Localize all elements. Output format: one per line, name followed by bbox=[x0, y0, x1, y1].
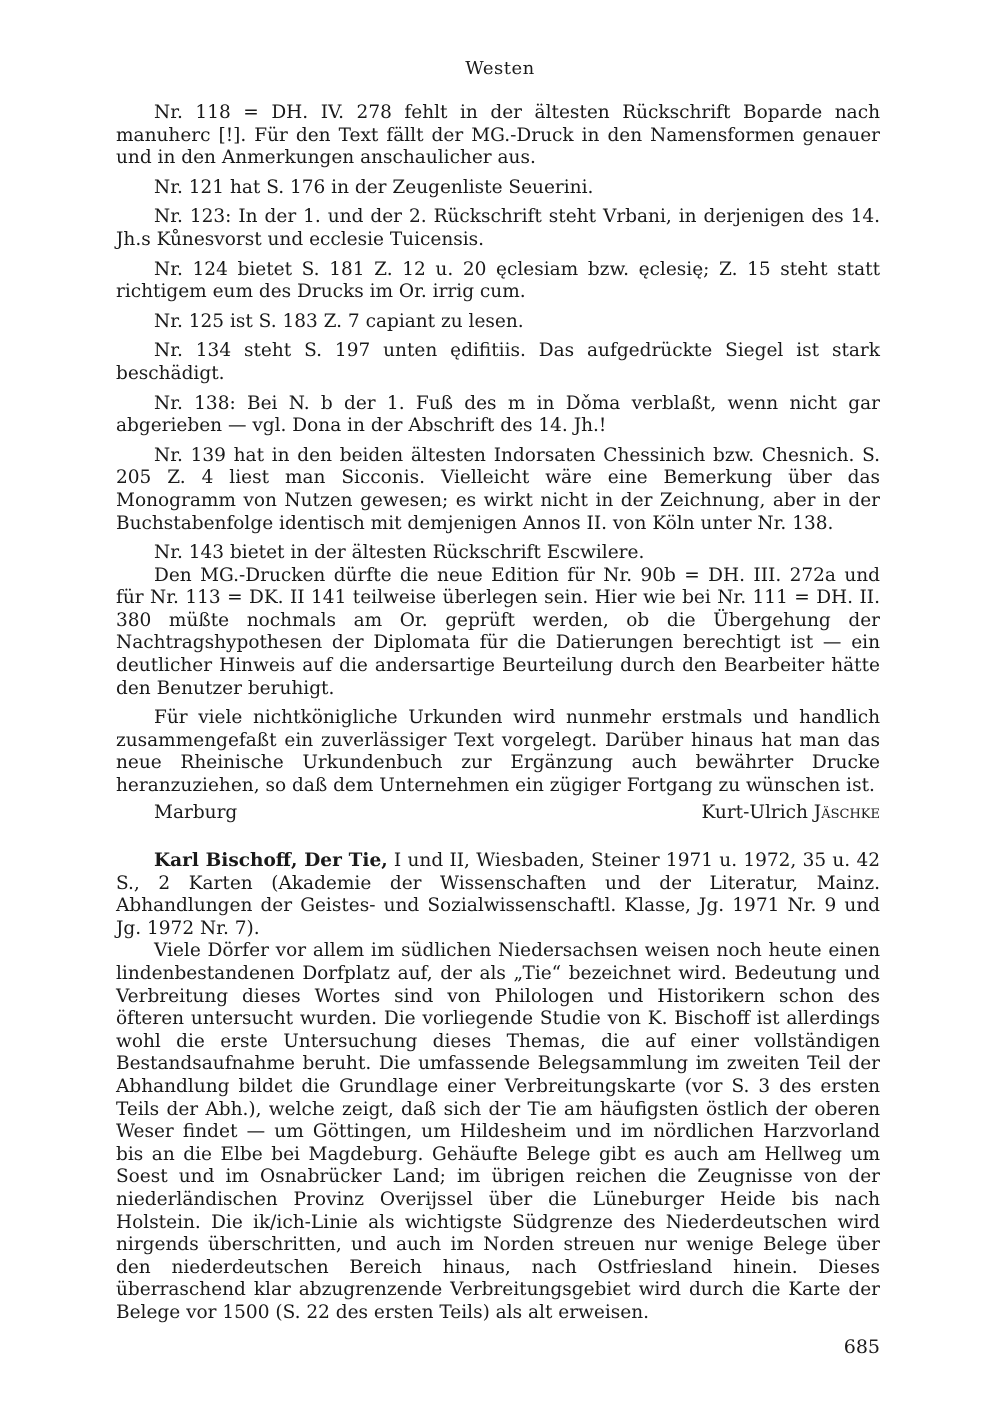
signature-line bbox=[116, 802, 880, 825]
reviewer-name bbox=[702, 802, 881, 825]
closing-paragraph: Für viele nichtkönigliche Urkunden wird nunmehr erstmals und handlich zusammengefaßt ein zuverlässiger Text vorgelegt. Darüber hinaus hat man das neue Rheinische Urkundenbuch zur Ergänzung auch bewährter Drucke heranzuziehen, so daß dem Unternehmen ein zügiger Fortgang zu wünschen ist. bbox=[116, 707, 880, 797]
note-paragraph: Nr. 121 hat S. 176 in der Zeugenliste Seuerini. bbox=[154, 176, 594, 198]
review-heading bbox=[116, 850, 880, 940]
review-section bbox=[116, 850, 880, 1324]
reviewer-first-name: Kurt-Ulrich bbox=[701, 801, 814, 823]
note-paragraph: Nr. 123: In der 1. und der 2. Rückschrift steht Vrbani, in derjenigen des 14. Jh.s Kůnesvorst und ecclesie Tuicensis. bbox=[116, 206, 880, 250]
note-paragraph: Nr. 124 bietet S. 181 Z. 12 u. 20 ęclesiam bzw. ęclesię; Z. 15 steht statt richtigem eum des Drucks im Or. irrig cum. bbox=[116, 258, 880, 303]
note-paragraph: Nr. 143 bietet in der ältesten Rückschrift Escwilere. bbox=[154, 542, 645, 564]
body-paragraph: Den MG.-Drucken dürfte die neue Edition für Nr. 90b = DH. III. 272a und für Nr. 113 = DK. II 141 teilweise überlegen sein. Hier wie bei Nr. 111 = DH. II. 380 müßte nochmals am Or. geprüft werden, ob die Übergehung der Nachtragshypothesen der Diplomata für die Datierungen berechtigt ist — ein deutlicher Hinweis auf die andersartige Beurteilung durch den Bearbeiter hätte den Benutzer beruhigt. bbox=[116, 564, 880, 699]
reviewer-surname: Jäschke bbox=[813, 801, 880, 823]
page-number: 685 bbox=[843, 1336, 880, 1358]
note-paragraph: Nr. 118 = DH. IV. 278 fehlt in der ältesten Rückschrift Boparde nach manuherc [!]. Für den Text fällt der MG.-Druck in den Namensformen genauer und in den Anmerkungen anschaulicher aus. bbox=[116, 102, 880, 169]
review-body-paragraph: Viele Dörfer vor allem im südlichen Niedersachsen weisen noch heute einen lindenbestandenen Dorfplatz auf, der als „Tie“ bezeichnet wird. Bedeutung und Verbreitung dieses Wortes sind von Philologen und Historikern schon des öfteren untersucht wurden. Die vorliegende Studie von K. Bischoff ist allerdings wohl die erste Untersuchung dieses Themas, die auf einer vollständigen Bestandsaufnahme beruht. Die umfassende Belegsammlung im zweiten Teil der Abhandlung bildet die Grundlage einer Verbreitungskarte (vor S. 3 des ersten Teils der Abh.), welche zeigt, daß sich der Tie am häufigsten östlich der oberen Weser findet — um Göttingen, um Hildesheim und im nördlichen Harzvorland bis an die Elbe bei Magdeburg. Gehäufte Belege gibt es auch am Hellweg um Soest und im Osnabrücker Land; im übrigen reichen die Zeugnisse von der niederländischen Provinz Overijssel über die Lüneburger Heide bis nach Holstein. Die ik/ich-Linie als wichtigste Südgrenze des Niederdeutschen wird nirgends überschritten, und auch im Norden streuen nur wenige Belege über den niederdeutschen Bereich hinaus, nach Ostfriesland hinein. Dieses überraschend klar abzugrenzende Verbreitungsgebiet wird durch die Karte der Belege vor 1500 (S. 22 des ersten Teils) als alt erweisen. bbox=[116, 940, 880, 1323]
note-paragraph: Nr. 134 steht S. 197 unten ędifitiis. Das aufgedrückte Siegel ist stark beschädigt. bbox=[116, 340, 880, 384]
review-continued-section bbox=[116, 102, 880, 824]
running-head: Westen bbox=[465, 58, 535, 79]
note-paragraph: Nr. 139 hat in den beiden ältesten Indorsaten Chessinich bzw. Chesnich. S. 205 Z. 4 liest man Sicconis. Vielleicht wäre eine Bemerkung über das Monogramm von Nutzen gewesen; es wirkt nicht in der Zeichnung, aber in der Buchstabenfolge identisch mit demjenigen Annos II. von Köln unter Nr. 138. bbox=[116, 444, 880, 534]
note-paragraph: Nr. 138: Bei N. b der 1. Fuß des m in Dǒma verblaßt, wenn nicht gar abgerieben — vgl. Dona in der Abschrift des 14. Jh.! bbox=[116, 392, 880, 437]
book-author-title: Karl Bischoff, Der Tie, bbox=[154, 850, 388, 871]
place-name: Marburg bbox=[154, 801, 238, 823]
bibliographic-details: I und II, Wiesbaden, Steiner 1971 u. 1972, 35 u. 42 S., 2 Karten (Akademie der Wissenschaften und der Literatur, Mainz. Abhandlungen der Geistes- und Sozialwissenschaftl. Klasse, Jg. 1971 Nr. 9 und Jg. 1972 Nr. 7). bbox=[116, 850, 880, 939]
note-paragraph: Nr. 125 ist S. 183 Z. 7 capiant zu lesen. bbox=[154, 310, 524, 332]
